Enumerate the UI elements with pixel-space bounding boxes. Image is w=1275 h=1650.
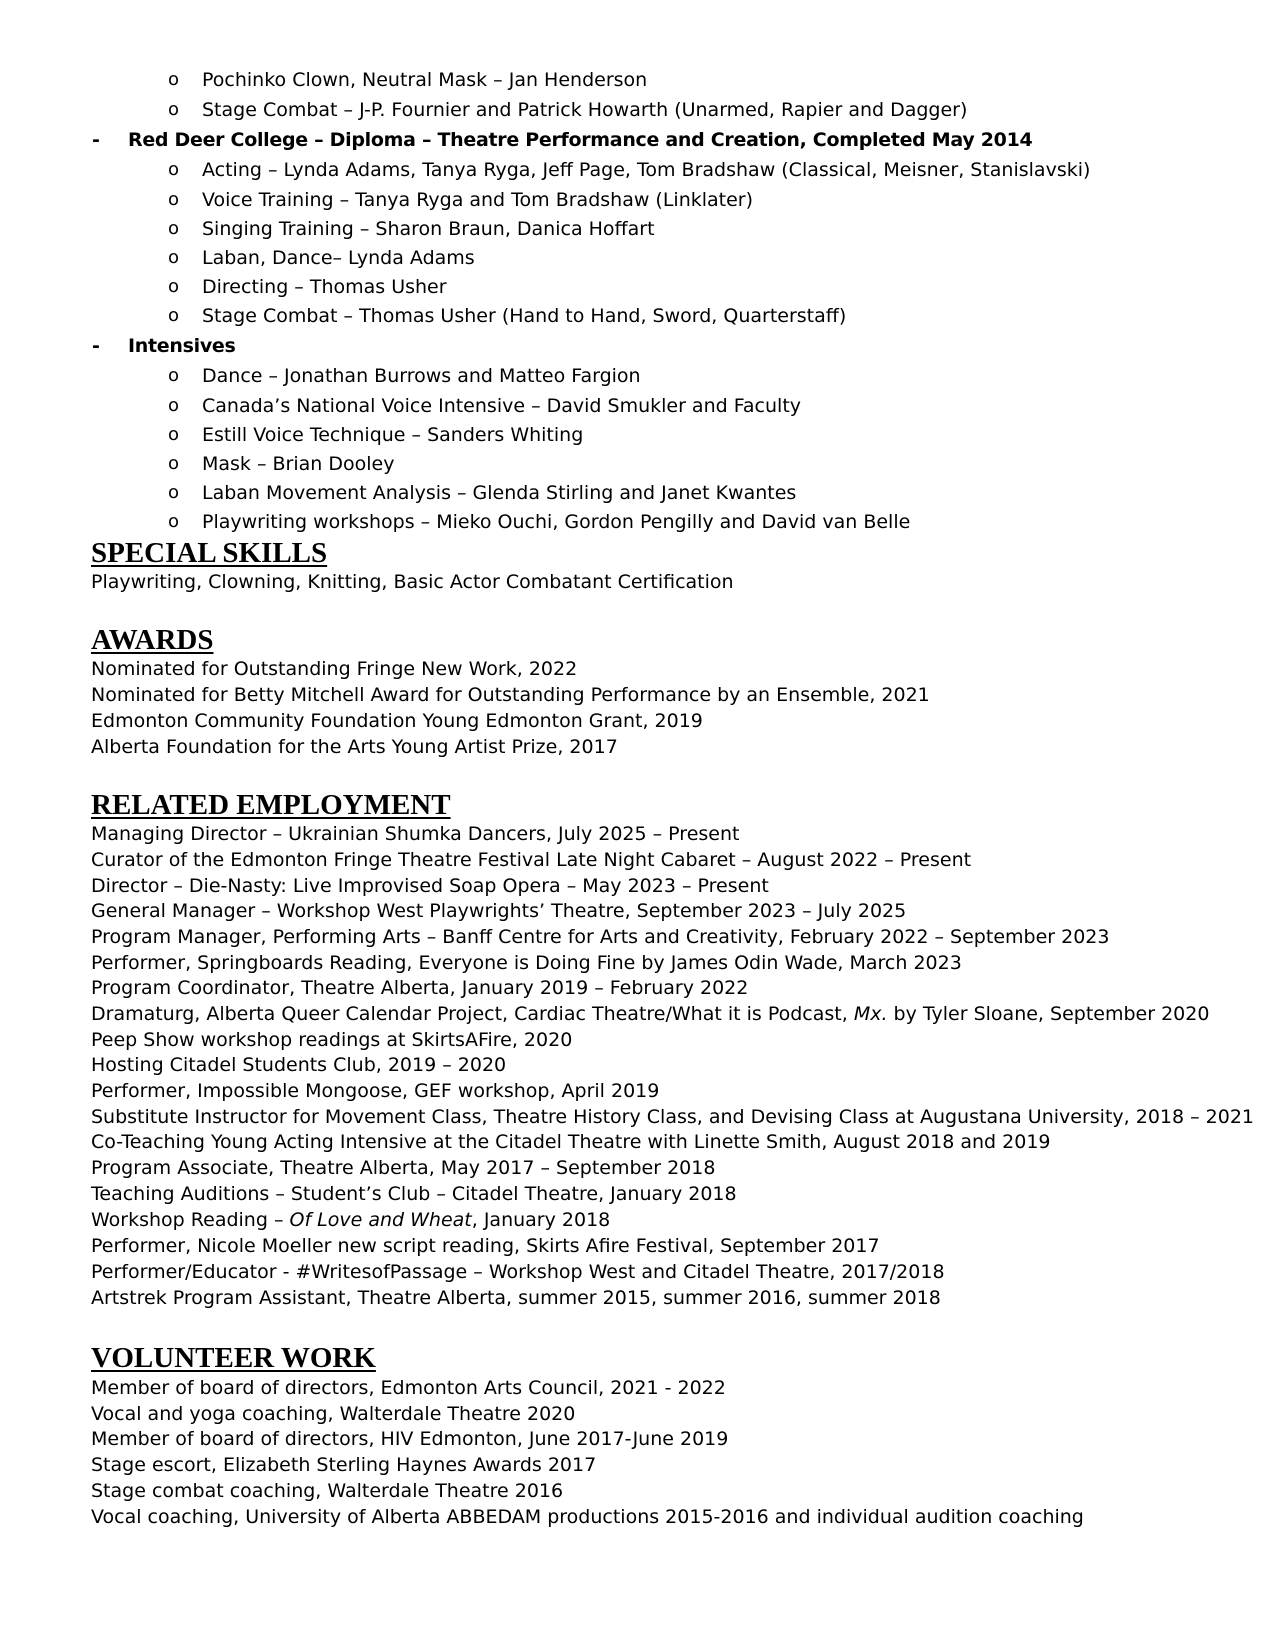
list-item: o Laban, Dance– Lynda Adams bbox=[168, 247, 475, 269]
list-item: o Stage Combat – J-P. Fournier and Patrick Howarth (Unarmed, Rapier and Dagger) bbox=[168, 99, 968, 121]
volunteer-item: Vocal coaching, University of Alberta ABBEDAM productions 2015-2016 and individual audition coaching bbox=[91, 1506, 1084, 1528]
award-item: Nominated for Betty Mitchell Award for Outstanding Performance by an Ensemble, 2021 bbox=[91, 684, 930, 706]
volunteer-item: Member of board of directors, Edmonton Arts Council, 2021 - 2022 bbox=[91, 1377, 726, 1399]
bullet-icon: o bbox=[168, 365, 180, 386]
list-item: o Dance – Jonathan Burrows and Matteo Fargion bbox=[168, 365, 641, 387]
bullet-icon: o bbox=[168, 247, 180, 268]
list-item: o Directing – Thomas Usher bbox=[168, 276, 447, 298]
volunteer-item: Member of board of directors, HIV Edmonton, June 2017-June 2019 bbox=[91, 1428, 729, 1450]
volunteer-item: Stage escort, Elizabeth Sterling Haynes Awards 2017 bbox=[91, 1454, 597, 1476]
bullet-icon: o bbox=[168, 424, 180, 445]
employment-item: Teaching Auditions – Student’s Club – Citadel Theatre, January 2018 bbox=[91, 1183, 737, 1205]
bullet-icon: o bbox=[168, 276, 180, 297]
employment-item: Peep Show workshop readings at SkirtsAFire, 2020 bbox=[91, 1029, 573, 1051]
employment-item: Hosting Citadel Students Club, 2019 – 2020 bbox=[91, 1054, 507, 1076]
bullet-icon: o bbox=[168, 453, 180, 474]
employment-item: Performer, Nicole Moeller new script reading, Skirts Afire Festival, September 2017 bbox=[91, 1235, 880, 1257]
employment-item: General Manager – Workshop West Playwrights’ Theatre, September 2023 – July 2025 bbox=[91, 900, 907, 922]
award-item: Alberta Foundation for the Arts Young Artist Prize, 2017 bbox=[91, 736, 618, 758]
award-item: Edmonton Community Foundation Young Edmonton Grant, 2019 bbox=[91, 710, 703, 732]
employment-item: Performer, Impossible Mongoose, GEF workshop, April 2019 bbox=[91, 1080, 660, 1102]
list-item: o Mask – Brian Dooley bbox=[168, 453, 395, 475]
award-item: Nominated for Outstanding Fringe New Work, 2022 bbox=[91, 658, 578, 680]
section-heading-employment: RELATED EMPLOYMENT bbox=[91, 789, 451, 821]
employment-item: Curator of the Edmonton Fringe Theatre Festival Late Night Cabaret – August 2022 – Present bbox=[91, 849, 972, 871]
list-item: o Estill Voice Technique – Sanders Whiting bbox=[168, 424, 584, 446]
dash-icon: - bbox=[92, 129, 100, 151]
volunteer-item: Stage combat coaching, Walterdale Theatre 2016 bbox=[91, 1480, 564, 1502]
bullet-icon: o bbox=[168, 69, 180, 90]
bullet-icon: o bbox=[168, 159, 180, 180]
employment-item: Director – Die-Nasty: Live Improvised Soap Opera – May 2023 – Present bbox=[91, 875, 769, 897]
employment-item-dramaturg: Dramaturg, Alberta Queer Calendar Project, Cardiac Theatre/What it is Podcast, Mx. by Tyler Sloane, September 2020 bbox=[91, 1003, 1210, 1025]
section-heading-awards: AWARDS bbox=[91, 624, 214, 656]
bullet-icon: o bbox=[168, 99, 180, 120]
bullet-icon: o bbox=[168, 511, 180, 532]
special-skills-text: Playwriting, Clowning, Knitting, Basic Actor Combatant Certification bbox=[91, 571, 734, 593]
volunteer-item: Vocal and yoga coaching, Walterdale Theatre 2020 bbox=[91, 1403, 576, 1425]
employment-item: Co-Teaching Young Acting Intensive at the Citadel Theatre with Linette Smith, August 2018 and 2019 bbox=[91, 1131, 1051, 1153]
employment-item: Performer, Springboards Reading, Everyone is Doing Fine by James Odin Wade, March 2023 bbox=[91, 952, 962, 974]
list-item: o Singing Training – Sharon Braun, Danica Hoffart bbox=[168, 218, 655, 240]
list-item: o Playwriting workshops – Mieko Ouchi, Gordon Pengilly and David van Belle bbox=[168, 511, 911, 533]
section-heading-volunteer: VOLUNTEER WORK bbox=[91, 1342, 376, 1374]
employment-item-workshop-reading: Workshop Reading – Of Love and Wheat, January 2018 bbox=[91, 1209, 611, 1231]
bullet-icon: o bbox=[168, 482, 180, 503]
employment-item: Program Manager, Performing Arts – Banff Centre for Arts and Creativity, February 2022 – September 2023 bbox=[91, 926, 1110, 948]
list-item: o Pochinko Clown, Neutral Mask – Jan Henderson bbox=[168, 69, 648, 91]
list-item: o Canada’s National Voice Intensive – David Smukler and Faculty bbox=[168, 395, 802, 417]
section-heading-special-skills: SPECIAL SKILLS bbox=[91, 537, 328, 569]
employment-item: Substitute Instructor for Movement Class, Theatre History Class, and Devising Class at Augustana University, 2018 – 2021 bbox=[91, 1106, 1255, 1128]
dash-icon: - bbox=[92, 335, 100, 357]
employment-item: Performer/Educator - #WritesofPassage – Workshop West and Citadel Theatre, 2017/2018 bbox=[91, 1261, 945, 1283]
employment-item: Artstrek Program Assistant, Theatre Alberta, summer 2015, summer 2016, summer 2018 bbox=[91, 1287, 941, 1309]
employment-item: Program Associate, Theatre Alberta, May 2017 – September 2018 bbox=[91, 1157, 716, 1179]
list-item: o Laban Movement Analysis – Glenda Stirling and Janet Kwantes bbox=[168, 482, 797, 504]
education-heading-intensives: - Intensives bbox=[92, 335, 236, 357]
bullet-icon: o bbox=[168, 395, 180, 416]
employment-item: Managing Director – Ukrainian Shumka Dancers, July 2025 – Present bbox=[91, 823, 740, 845]
list-item: o Acting – Lynda Adams, Tanya Ryga, Jeff Page, Tom Bradshaw (Classical, Meisner, Stanislavski) bbox=[168, 159, 1091, 181]
bullet-icon: o bbox=[168, 305, 180, 326]
list-item: o Voice Training – Tanya Ryga and Tom Bradshaw (Linklater) bbox=[168, 189, 754, 211]
education-heading-red-deer: - Red Deer College – Diploma – Theatre Performance and Creation, Completed May 2014 bbox=[92, 129, 1033, 151]
bullet-icon: o bbox=[168, 218, 180, 239]
bullet-icon: o bbox=[168, 189, 180, 210]
list-item: o Stage Combat – Thomas Usher (Hand to Hand, Sword, Quarterstaff) bbox=[168, 305, 847, 327]
employment-item: Program Coordinator, Theatre Alberta, January 2019 – February 2022 bbox=[91, 977, 749, 999]
